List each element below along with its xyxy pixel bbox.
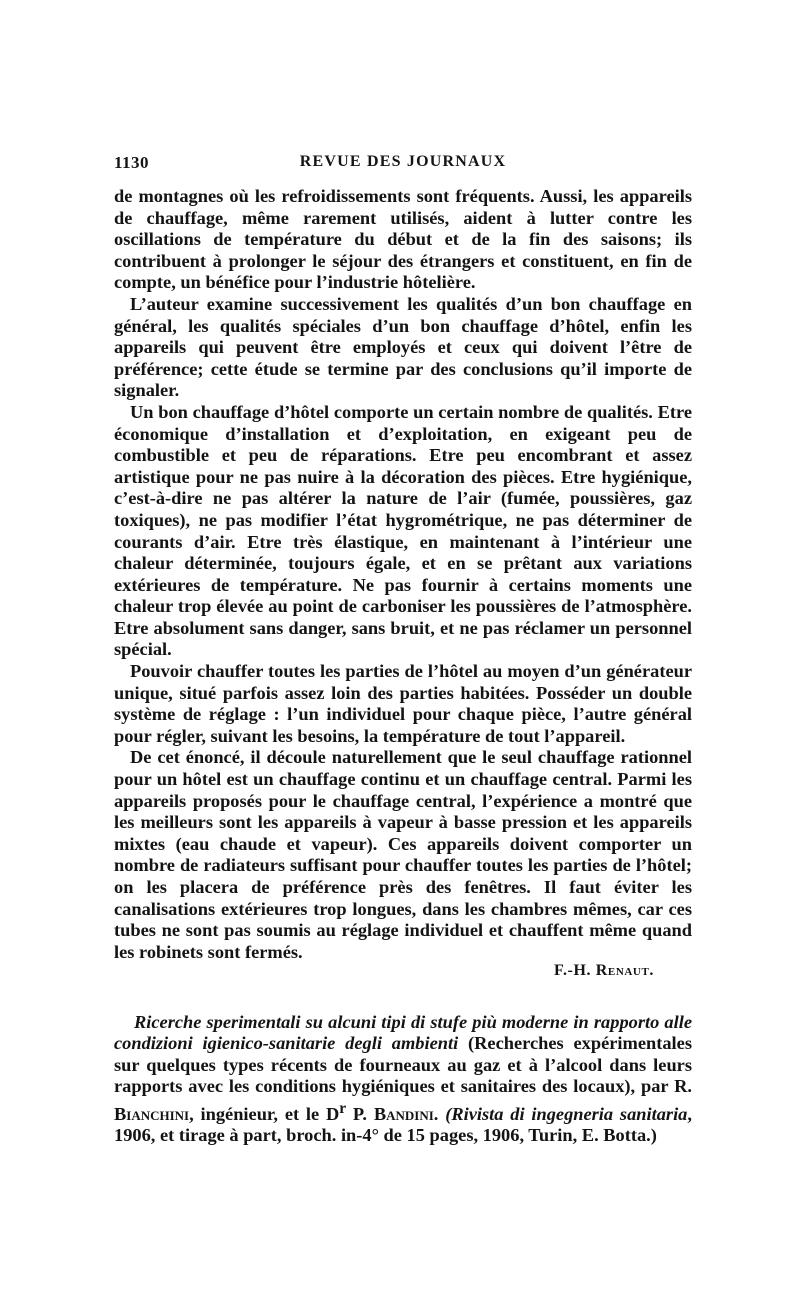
article-signature [114,962,654,980]
article-paragraph-5: De cet énoncé, il découle naturellement que le seul chauffage rationnel pour un hôtel est un chauffage continu et un chauffage central. Parmi les appareils proposés pour le chauffage central, l’expérience a montré que les meilleurs sont les appareils à vapeur à basse pression et les appareils mixtes (eau chaude et vapeur). Ces appareils doivent comporter un nombre de radiateurs suffisant pour chauffer toutes les parties de l’hôtel; on les placera de préférence près des fenêtres. Il faut éviter les canalisations extérieures trop longues, dans les chambres mêmes, car ces tubes ne sont pas soumis au réglage individuel et chauffent même quand les robinets sont fermés. [114,747,692,962]
running-title: REVUE DES JOURNAUX [299,153,507,170]
article-paragraph-1: de montagnes où les refroidissements sont fréquents. Aussi, les appareils de chauffage, même rarement utilisés, aident à lutter contre les oscillations de température du début et de la fin des saisons; ils contribuent à prolonger le séjour des étrangers et constituent, en fin de compte, un bénéfice pour l’industrie hôtelière. [114,186,692,293]
review-author1-initial: R. [674,1076,692,1097]
review-italic-title: Ricerche sperimentali su alcuni tipi di stufe più moderne in rapporto alle condizioni igienico-sanitarie degli ambienti [114,1012,692,1054]
review-author2-surname: Bandini. [373,1103,439,1124]
review-author1-surname: Bianchini [114,1103,190,1124]
review-doctor-superscript: r [339,1099,347,1117]
article-paragraph-2: L’auteur examine successivement les qualités d’un bon chauffage en général, les qualités spéciales d’un bon chauffage d’hôtel, enfin les appareils qui peuvent être employés et ceux qui doivent l’être de préférence; cette étude se termine par des conclusions qu’il importe de signaler. [114,293,692,401]
signature-initials: F.-H. [554,962,592,979]
review-translation: (Recherches expérimentales sur quelques types récents de fourneaux au gaz et à l’alcool dans leurs rapports avec les conditions hygiéniques et sanitaires des locaux), par [114,1033,692,1097]
signature-surname: Renaut. [595,962,654,979]
review-author2-initial: P. [352,1103,368,1124]
article-paragraph-4: Pouvoir chauffer toutes les parties de l’hôtel au moyen d’un générateur unique, situé parfois assez loin des parties habitées. Posséder un double système de réglage : l’un individuel pour chaque pièce, l’autre général pour régler, suivant les besoins, la température de tout l’appareil. [114,661,692,746]
review-paragraph [114,1012,692,1147]
review-entry [114,1012,692,1147]
page-number: 1130 [114,153,150,172]
review-journal-title: (Rivista di ingegneria sanitaria [445,1103,688,1124]
review-citation-tail: , 1906, et tirage à part, broch. in-4° de 15 pages, 1906, Turin, E. Botta.) [114,1103,692,1146]
page-header [114,153,692,179]
article-body [114,186,692,963]
review-author1-role: , ingénieur, et le D [189,1103,340,1124]
article-paragraph-3: Un bon chauffage d’hôtel comporte un certain nombre de qualités. Etre économique d’installation et d’exploitation, en exigeant peu de combustible et peu de réparations. Etre peu encombrant et assez artistique pour ne pas nuire à la décoration des pièces. Etre hygiénique, c’est-à-dire ne pas altérer la nature de l’air (fumée, poussières, gaz toxiques), ne pas modifier l’état hygrométrique, ne pas déterminer de courants d’air. Etre très élastique, en maintenant à l’intérieur une chaleur déterminée, toujours égale, et en se prêtant aux variations extérieures de température. Ne pas fournir à certains moments une chaleur trop élevée au point de carboniser les poussières de l’atmosphère. Etre absolument sans danger, sans bruit, et ne pas réclamer un personnel spécial. [114,401,692,660]
